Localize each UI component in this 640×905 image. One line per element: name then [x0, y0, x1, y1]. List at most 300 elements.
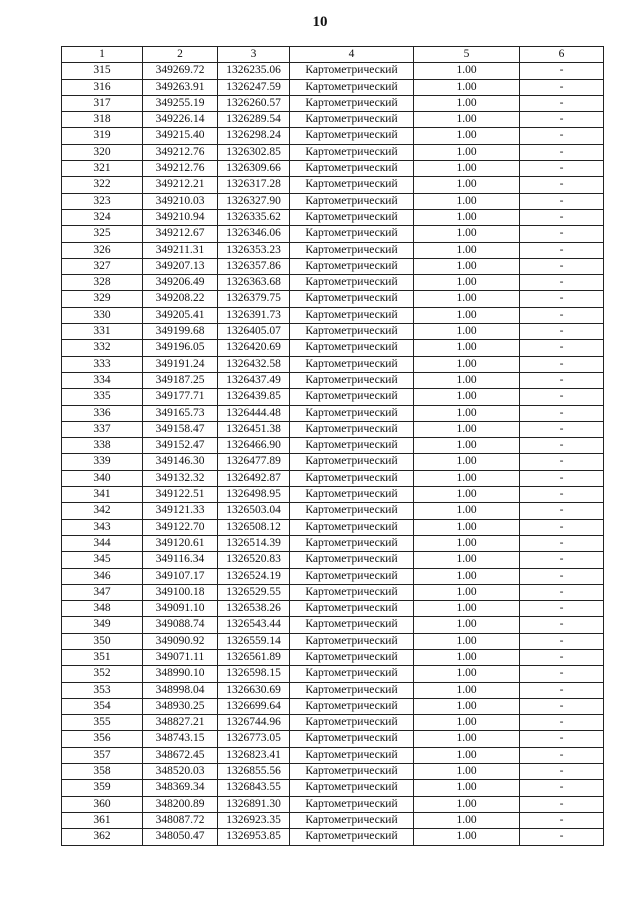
method-cell: Картометрический	[290, 128, 414, 144]
y-coordinate-cell: 1326843.55	[218, 780, 290, 796]
method-cell: Картометрический	[290, 780, 414, 796]
x-coordinate-cell: 348990.10	[143, 666, 218, 682]
accuracy-cell: 1.00	[414, 405, 520, 421]
y-coordinate-cell: 1326529.55	[218, 584, 290, 600]
method-cell: Картометрический	[290, 161, 414, 177]
table-row	[62, 95, 604, 111]
table-row	[62, 487, 604, 503]
x-coordinate-cell: 349146.30	[143, 454, 218, 470]
y-coordinate-cell: 1326773.05	[218, 731, 290, 747]
y-coordinate-cell: 1326346.06	[218, 226, 290, 242]
x-coordinate-cell: 349199.68	[143, 324, 218, 340]
table-row	[62, 421, 604, 437]
accuracy-cell: 1.00	[414, 324, 520, 340]
point-number-cell: 317	[62, 95, 143, 111]
table-row	[62, 307, 604, 323]
x-coordinate-cell: 349211.31	[143, 242, 218, 258]
note-cell: -	[520, 601, 604, 617]
method-cell: Картометрический	[290, 487, 414, 503]
column-header: 1	[62, 47, 143, 63]
point-number-cell: 332	[62, 340, 143, 356]
x-coordinate-cell: 349165.73	[143, 405, 218, 421]
y-coordinate-cell: 1326503.04	[218, 503, 290, 519]
table-row	[62, 372, 604, 388]
point-number-cell: 353	[62, 682, 143, 698]
point-number-cell: 338	[62, 438, 143, 454]
note-cell: -	[520, 666, 604, 682]
x-coordinate-cell: 348050.47	[143, 829, 218, 845]
point-number-cell: 344	[62, 535, 143, 551]
accuracy-cell: 1.00	[414, 144, 520, 160]
point-number-cell: 327	[62, 258, 143, 274]
y-coordinate-cell: 1326247.59	[218, 79, 290, 95]
x-coordinate-cell: 349206.49	[143, 275, 218, 291]
y-coordinate-cell: 1326379.75	[218, 291, 290, 307]
method-cell: Картометрический	[290, 764, 414, 780]
accuracy-cell: 1.00	[414, 601, 520, 617]
point-number-cell: 343	[62, 519, 143, 535]
note-cell: -	[520, 226, 604, 242]
point-number-cell: 354	[62, 698, 143, 714]
point-number-cell: 345	[62, 552, 143, 568]
x-coordinate-cell: 349210.03	[143, 193, 218, 209]
point-number-cell: 347	[62, 584, 143, 600]
y-coordinate-cell: 1326699.64	[218, 698, 290, 714]
accuracy-cell: 1.00	[414, 829, 520, 845]
accuracy-cell: 1.00	[414, 617, 520, 633]
accuracy-cell: 1.00	[414, 715, 520, 731]
note-cell: -	[520, 275, 604, 291]
point-number-cell: 350	[62, 633, 143, 649]
point-number-cell: 326	[62, 242, 143, 258]
y-coordinate-cell: 1326353.23	[218, 242, 290, 258]
y-coordinate-cell: 1326298.24	[218, 128, 290, 144]
x-coordinate-cell: 349191.24	[143, 356, 218, 372]
accuracy-cell: 1.00	[414, 209, 520, 225]
note-cell: -	[520, 291, 604, 307]
table-header-row	[62, 47, 604, 63]
note-cell: -	[520, 95, 604, 111]
point-number-cell: 351	[62, 649, 143, 665]
table-row	[62, 731, 604, 747]
y-coordinate-cell: 1326598.15	[218, 666, 290, 682]
point-number-cell: 349	[62, 617, 143, 633]
point-number-cell: 341	[62, 487, 143, 503]
x-coordinate-cell: 349196.05	[143, 340, 218, 356]
method-cell: Картометрический	[290, 307, 414, 323]
y-coordinate-cell: 1326391.73	[218, 307, 290, 323]
accuracy-cell: 1.00	[414, 258, 520, 274]
y-coordinate-cell: 1326543.44	[218, 617, 290, 633]
y-coordinate-cell: 1326923.35	[218, 812, 290, 828]
x-coordinate-cell: 349212.21	[143, 177, 218, 193]
page-number: 10	[312, 14, 328, 30]
note-cell: -	[520, 340, 604, 356]
x-coordinate-cell: 349215.40	[143, 128, 218, 144]
table-row	[62, 617, 604, 633]
method-cell: Картометрический	[290, 421, 414, 437]
point-number-cell: 348	[62, 601, 143, 617]
accuracy-cell: 1.00	[414, 438, 520, 454]
table-row	[62, 764, 604, 780]
note-cell: -	[520, 63, 604, 79]
method-cell: Картометрический	[290, 470, 414, 486]
note-cell: -	[520, 128, 604, 144]
note-cell: -	[520, 715, 604, 731]
accuracy-cell: 1.00	[414, 698, 520, 714]
table-row	[62, 63, 604, 79]
table-row	[62, 454, 604, 470]
y-coordinate-cell: 1326855.56	[218, 764, 290, 780]
method-cell: Картометрический	[290, 747, 414, 763]
column-header: 4	[290, 47, 414, 63]
x-coordinate-cell: 349122.70	[143, 519, 218, 535]
point-number-cell: 319	[62, 128, 143, 144]
method-cell: Картометрический	[290, 291, 414, 307]
note-cell: -	[520, 487, 604, 503]
x-coordinate-cell: 349100.18	[143, 584, 218, 600]
method-cell: Картометрический	[290, 649, 414, 665]
note-cell: -	[520, 812, 604, 828]
table-body	[62, 63, 604, 845]
method-cell: Картометрический	[290, 340, 414, 356]
point-number-cell: 346	[62, 568, 143, 584]
point-number-cell: 318	[62, 112, 143, 128]
x-coordinate-cell: 349212.76	[143, 144, 218, 160]
y-coordinate-cell: 1326289.54	[218, 112, 290, 128]
table-row	[62, 79, 604, 95]
method-cell: Картометрический	[290, 95, 414, 111]
accuracy-cell: 1.00	[414, 372, 520, 388]
accuracy-cell: 1.00	[414, 356, 520, 372]
accuracy-cell: 1.00	[414, 389, 520, 405]
coordinates-table	[61, 46, 604, 846]
method-cell: Картометрический	[290, 112, 414, 128]
method-cell: Картометрический	[290, 519, 414, 535]
point-number-cell: 325	[62, 226, 143, 242]
y-coordinate-cell: 1326317.28	[218, 177, 290, 193]
table-row	[62, 812, 604, 828]
point-number-cell: 361	[62, 812, 143, 828]
table-row	[62, 633, 604, 649]
x-coordinate-cell: 349121.33	[143, 503, 218, 519]
y-coordinate-cell: 1326514.39	[218, 535, 290, 551]
point-number-cell: 357	[62, 747, 143, 763]
note-cell: -	[520, 258, 604, 274]
table-row	[62, 389, 604, 405]
note-cell: -	[520, 747, 604, 763]
note-cell: -	[520, 731, 604, 747]
y-coordinate-cell: 1326524.19	[218, 568, 290, 584]
x-coordinate-cell: 349152.47	[143, 438, 218, 454]
accuracy-cell: 1.00	[414, 454, 520, 470]
y-coordinate-cell: 1326891.30	[218, 796, 290, 812]
method-cell: Картометрический	[290, 177, 414, 193]
y-coordinate-cell: 1326432.58	[218, 356, 290, 372]
table-row	[62, 552, 604, 568]
table-row	[62, 535, 604, 551]
note-cell: -	[520, 454, 604, 470]
accuracy-cell: 1.00	[414, 535, 520, 551]
point-number-cell: 336	[62, 405, 143, 421]
accuracy-cell: 1.00	[414, 275, 520, 291]
x-coordinate-cell: 349187.25	[143, 372, 218, 388]
note-cell: -	[520, 356, 604, 372]
note-cell: -	[520, 324, 604, 340]
point-number-cell: 342	[62, 503, 143, 519]
y-coordinate-cell: 1326538.26	[218, 601, 290, 617]
y-coordinate-cell: 1326823.41	[218, 747, 290, 763]
method-cell: Картометрический	[290, 389, 414, 405]
accuracy-cell: 1.00	[414, 633, 520, 649]
method-cell: Картометрический	[290, 535, 414, 551]
method-cell: Картометрический	[290, 731, 414, 747]
note-cell: -	[520, 177, 604, 193]
note-cell: -	[520, 421, 604, 437]
note-cell: -	[520, 307, 604, 323]
table-row	[62, 568, 604, 584]
table-row	[62, 747, 604, 763]
y-coordinate-cell: 1326498.95	[218, 487, 290, 503]
table-row	[62, 112, 604, 128]
note-cell: -	[520, 112, 604, 128]
note-cell: -	[520, 209, 604, 225]
table-row	[62, 193, 604, 209]
method-cell: Картометрический	[290, 405, 414, 421]
table-row	[62, 503, 604, 519]
y-coordinate-cell: 1326630.69	[218, 682, 290, 698]
note-cell: -	[520, 552, 604, 568]
method-cell: Картометрический	[290, 633, 414, 649]
x-coordinate-cell: 349205.41	[143, 307, 218, 323]
note-cell: -	[520, 470, 604, 486]
y-coordinate-cell: 1326437.49	[218, 372, 290, 388]
accuracy-cell: 1.00	[414, 128, 520, 144]
note-cell: -	[520, 698, 604, 714]
accuracy-cell: 1.00	[414, 649, 520, 665]
accuracy-cell: 1.00	[414, 161, 520, 177]
note-cell: -	[520, 144, 604, 160]
method-cell: Картометрический	[290, 617, 414, 633]
y-coordinate-cell: 1326466.90	[218, 438, 290, 454]
y-coordinate-cell: 1326508.12	[218, 519, 290, 535]
note-cell: -	[520, 438, 604, 454]
accuracy-cell: 1.00	[414, 95, 520, 111]
note-cell: -	[520, 503, 604, 519]
table-row	[62, 258, 604, 274]
table-row	[62, 715, 604, 731]
point-number-cell: 328	[62, 275, 143, 291]
note-cell: -	[520, 829, 604, 845]
point-number-cell: 339	[62, 454, 143, 470]
table-row	[62, 291, 604, 307]
point-number-cell: 335	[62, 389, 143, 405]
point-number-cell: 331	[62, 324, 143, 340]
point-number-cell: 355	[62, 715, 143, 731]
table-row	[62, 780, 604, 796]
x-coordinate-cell: 348998.04	[143, 682, 218, 698]
method-cell: Картометрический	[290, 715, 414, 731]
table-row	[62, 275, 604, 291]
y-coordinate-cell: 1326335.62	[218, 209, 290, 225]
table-row	[62, 519, 604, 535]
table-row	[62, 584, 604, 600]
accuracy-cell: 1.00	[414, 812, 520, 828]
note-cell: -	[520, 796, 604, 812]
accuracy-cell: 1.00	[414, 291, 520, 307]
note-cell: -	[520, 389, 604, 405]
accuracy-cell: 1.00	[414, 421, 520, 437]
y-coordinate-cell: 1326744.96	[218, 715, 290, 731]
note-cell: -	[520, 519, 604, 535]
accuracy-cell: 1.00	[414, 731, 520, 747]
point-number-cell: 337	[62, 421, 143, 437]
note-cell: -	[520, 682, 604, 698]
y-coordinate-cell: 1326357.86	[218, 258, 290, 274]
point-number-cell: 356	[62, 731, 143, 747]
method-cell: Картометрический	[290, 258, 414, 274]
table-row	[62, 666, 604, 682]
y-coordinate-cell: 1326477.89	[218, 454, 290, 470]
point-number-cell: 320	[62, 144, 143, 160]
method-cell: Картометрический	[290, 601, 414, 617]
x-coordinate-cell: 349090.92	[143, 633, 218, 649]
accuracy-cell: 1.00	[414, 242, 520, 258]
table-row	[62, 829, 604, 845]
table-row	[62, 649, 604, 665]
method-cell: Картометрический	[290, 666, 414, 682]
y-coordinate-cell: 1326327.90	[218, 193, 290, 209]
method-cell: Картометрический	[290, 209, 414, 225]
table-row	[62, 698, 604, 714]
y-coordinate-cell: 1326405.07	[218, 324, 290, 340]
table-row	[62, 161, 604, 177]
x-coordinate-cell: 349212.67	[143, 226, 218, 242]
note-cell: -	[520, 568, 604, 584]
method-cell: Картометрический	[290, 812, 414, 828]
column-header: 3	[218, 47, 290, 63]
note-cell: -	[520, 780, 604, 796]
accuracy-cell: 1.00	[414, 747, 520, 763]
x-coordinate-cell: 349158.47	[143, 421, 218, 437]
table-row	[62, 796, 604, 812]
column-header: 6	[520, 47, 604, 63]
y-coordinate-cell: 1326309.66	[218, 161, 290, 177]
note-cell: -	[520, 193, 604, 209]
table-row	[62, 128, 604, 144]
point-number-cell: 333	[62, 356, 143, 372]
point-number-cell: 358	[62, 764, 143, 780]
x-coordinate-cell: 349122.51	[143, 487, 218, 503]
point-number-cell: 321	[62, 161, 143, 177]
note-cell: -	[520, 79, 604, 95]
point-number-cell: 315	[62, 63, 143, 79]
y-coordinate-cell: 1326451.38	[218, 421, 290, 437]
accuracy-cell: 1.00	[414, 780, 520, 796]
y-coordinate-cell: 1326492.87	[218, 470, 290, 486]
table-row	[62, 601, 604, 617]
y-coordinate-cell: 1326953.85	[218, 829, 290, 845]
accuracy-cell: 1.00	[414, 584, 520, 600]
method-cell: Картометрический	[290, 79, 414, 95]
note-cell: -	[520, 372, 604, 388]
method-cell: Картометрический	[290, 568, 414, 584]
method-cell: Картометрический	[290, 144, 414, 160]
x-coordinate-cell: 349177.71	[143, 389, 218, 405]
x-coordinate-cell: 348520.03	[143, 764, 218, 780]
accuracy-cell: 1.00	[414, 666, 520, 682]
note-cell: -	[520, 764, 604, 780]
y-coordinate-cell: 1326561.89	[218, 649, 290, 665]
table-row	[62, 405, 604, 421]
point-number-cell: 334	[62, 372, 143, 388]
method-cell: Картометрический	[290, 324, 414, 340]
note-cell: -	[520, 649, 604, 665]
accuracy-cell: 1.00	[414, 764, 520, 780]
x-coordinate-cell: 349091.10	[143, 601, 218, 617]
point-number-cell: 352	[62, 666, 143, 682]
method-cell: Картометрический	[290, 193, 414, 209]
y-coordinate-cell: 1326559.14	[218, 633, 290, 649]
x-coordinate-cell: 348672.45	[143, 747, 218, 763]
method-cell: Картометрический	[290, 454, 414, 470]
point-number-cell: 340	[62, 470, 143, 486]
table-row	[62, 226, 604, 242]
x-coordinate-cell: 349088.74	[143, 617, 218, 633]
x-coordinate-cell: 348200.89	[143, 796, 218, 812]
point-number-cell: 330	[62, 307, 143, 323]
accuracy-cell: 1.00	[414, 63, 520, 79]
method-cell: Картометрический	[290, 372, 414, 388]
x-coordinate-cell: 348369.34	[143, 780, 218, 796]
x-coordinate-cell: 349208.22	[143, 291, 218, 307]
point-number-cell: 322	[62, 177, 143, 193]
x-coordinate-cell: 348087.72	[143, 812, 218, 828]
point-number-cell: 359	[62, 780, 143, 796]
method-cell: Картометрический	[290, 698, 414, 714]
table-row	[62, 177, 604, 193]
x-coordinate-cell: 349255.19	[143, 95, 218, 111]
accuracy-cell: 1.00	[414, 307, 520, 323]
accuracy-cell: 1.00	[414, 226, 520, 242]
x-coordinate-cell: 349210.94	[143, 209, 218, 225]
point-number-cell: 316	[62, 79, 143, 95]
x-coordinate-cell: 349107.17	[143, 568, 218, 584]
table-row	[62, 209, 604, 225]
table-row	[62, 324, 604, 340]
accuracy-cell: 1.00	[414, 568, 520, 584]
column-header: 2	[143, 47, 218, 63]
x-coordinate-cell: 349263.91	[143, 79, 218, 95]
note-cell: -	[520, 405, 604, 421]
method-cell: Картометрический	[290, 796, 414, 812]
method-cell: Картометрический	[290, 438, 414, 454]
table-row	[62, 356, 604, 372]
accuracy-cell: 1.00	[414, 519, 520, 535]
method-cell: Картометрический	[290, 275, 414, 291]
point-number-cell: 323	[62, 193, 143, 209]
y-coordinate-cell: 1326420.69	[218, 340, 290, 356]
column-header: 5	[414, 47, 520, 63]
note-cell: -	[520, 617, 604, 633]
x-coordinate-cell: 348930.25	[143, 698, 218, 714]
point-number-cell: 329	[62, 291, 143, 307]
method-cell: Картометрический	[290, 552, 414, 568]
accuracy-cell: 1.00	[414, 552, 520, 568]
table-row	[62, 340, 604, 356]
x-coordinate-cell: 349071.11	[143, 649, 218, 665]
y-coordinate-cell: 1326444.48	[218, 405, 290, 421]
